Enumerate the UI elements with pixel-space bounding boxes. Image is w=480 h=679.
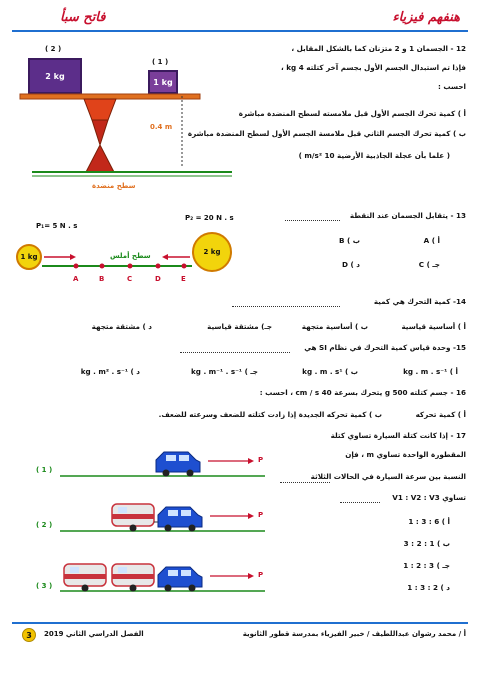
q12-line6: ( علما بأن عجلة الجاذبية الأرضية 10 m/s² ) [298, 151, 450, 160]
q17-option-b[interactable]: ب ) 1 : 2 : 3 [403, 539, 450, 548]
q13-option-b[interactable]: ب ) B [339, 236, 360, 245]
trailer-icon [112, 504, 158, 532]
q17-vehicles-diagram [60, 436, 270, 612]
q15-option-c[interactable]: جـ ) kg . m⁻¹ . s⁻¹ [191, 367, 258, 376]
q14-option-c[interactable]: جـ) مشتقة قياسية [207, 322, 272, 331]
case-1-label: ( 1 ) [36, 466, 53, 474]
trailer-icon [64, 564, 106, 592]
q13-p2: P₂ = 20 N . s [185, 214, 234, 222]
q12-line3: احسب : [438, 82, 466, 91]
q15-option-b[interactable]: ب ) kg . m . s¹ [302, 367, 358, 376]
q13-question: 13 - يتقابل الجسمان عند النقطة [349, 211, 466, 220]
case-2-label: ( 2 ) [36, 521, 53, 529]
q14-answer-blank [232, 306, 340, 307]
q14-option-d[interactable]: د ) مشتقة متجهة [91, 322, 152, 331]
q13-option-a[interactable]: أ ) A [423, 236, 440, 245]
q12-line2: فإذا تم استبدال الجسم الأول بجسم آخر كتلته 4 kg ، [281, 63, 466, 72]
trailer-icon [112, 564, 154, 592]
q16-option-b: ب ) كمية تحركه الجديدة إذا زادت كتلته للضعف وسرعته للضعف. [158, 410, 382, 419]
q17-option-c[interactable]: جـ ) 3 : 2 : 1 [403, 561, 450, 570]
case-3-label: ( 3 ) [36, 582, 53, 590]
q15-question: 15- وحدة قياس كمية التحرك في نظام SI هي [304, 343, 466, 352]
point-a: A [73, 275, 79, 283]
q14-question: 14- كمية التحرك هي كمية [373, 297, 466, 306]
q12-line1: 12 - الجسمان 1 و 2 متزنان كما بالشكل المقابل ، [291, 44, 466, 53]
header-title-right: هنفهم فيزياء [392, 10, 460, 25]
point-d: D [155, 275, 161, 283]
page-number: 3 [22, 628, 36, 642]
arrow-p-1: P [258, 456, 264, 464]
header-title-left: فاتح سبأ [60, 10, 106, 25]
box1: 1 kg [148, 70, 178, 94]
car-icon [156, 452, 200, 477]
ball-1kg: 1 kg [16, 244, 42, 270]
q17-blank-1 [280, 482, 330, 483]
q17-option-d[interactable]: د ) 2 : 3 : 1 [407, 583, 450, 592]
q16-question: 16 - جسم كتلته 500 g يتحرك بسرعة 40 cm / s ، احسب : [259, 388, 466, 397]
box2-tag: ( 2 ) [45, 45, 62, 53]
q14-option-b[interactable]: ب ) أساسية متجهة [301, 322, 368, 331]
arrow-p-3: P [258, 571, 264, 579]
q15-option-d[interactable]: د ) kg . m² . s⁻¹ [80, 367, 140, 376]
q15-option-a[interactable]: أ ) kg . m . s⁻¹ [403, 367, 458, 376]
table-label: سطح منضدة [92, 182, 136, 190]
q13-option-c[interactable]: جـ ) C [418, 260, 440, 269]
q17-line1: 17 - إذا كانت كتلة السيارة تساوي كتلة [330, 431, 466, 440]
q13-p1: P₁= 5 N . s [36, 222, 78, 230]
q13-answer-blank [285, 220, 340, 221]
car-icon [158, 507, 202, 532]
header-divider [12, 30, 468, 32]
footer-author: أ / محمد رشوان عبداللطيف / خبير الفيزياء بمدرسة قطور الثانوية [242, 630, 466, 638]
q15-answer-blank [180, 352, 290, 353]
footer-divider [12, 622, 468, 624]
q12-line4: أ ) كمية تحرك الجسم الأول قبل ملامسته لسطح المنضدة مباشرة [238, 109, 466, 118]
q13-option-d[interactable]: د ) D [342, 260, 360, 269]
arrow-p-2: P [258, 511, 264, 519]
q17-blank-2 [340, 502, 380, 503]
q16-option-a: أ ) كمية تحركه [415, 410, 466, 419]
footer-term: الفصل الدراسي الثاني 2019 [44, 630, 144, 638]
q17-line2: المقطورة الواحدة تساوي m ، فإن [345, 450, 466, 459]
q17-line4: V1 : V2 : V3 تساوي [392, 493, 466, 502]
q14-option-a[interactable]: أ ) أساسية قياسية [401, 322, 466, 331]
height-label: 0.4 m [150, 123, 173, 131]
q17-line3: النسبة بين سرعة السيارة في الحالات الثلاثة [310, 472, 466, 481]
surface-label: سطح أملس [110, 252, 151, 260]
q12-line5: ب ) كمية تحرك الجسم الثاني قبل ملامسة الجسم الأول لسطح المنضدة مباشرة [187, 129, 466, 138]
q17-option-a[interactable]: أ ) 6 : 3 : 1 [408, 517, 450, 526]
car-icon [158, 567, 202, 592]
point-b: B [99, 275, 105, 283]
box2: 2 kg [28, 58, 82, 94]
point-c: C [127, 275, 133, 283]
ball-2kg: 2 kg [192, 232, 232, 272]
point-e: E [181, 275, 186, 283]
box1-tag: ( 1 ) [152, 58, 169, 66]
